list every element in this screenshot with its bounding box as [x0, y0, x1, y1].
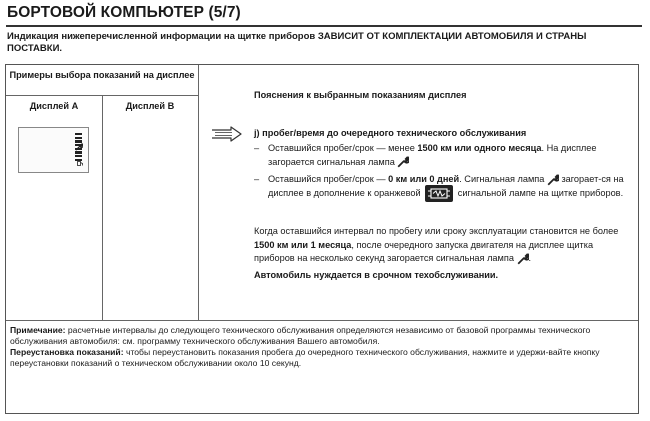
fuel-pump-icon — [77, 161, 83, 166]
wrench-icon — [397, 156, 409, 168]
page-header — [6, 4, 642, 54]
footnote — [10, 325, 630, 369]
title-rule — [6, 25, 642, 27]
display-b-label: Дисплей B — [125, 101, 175, 111]
display-divider — [102, 95, 103, 320]
header-row-rule — [6, 95, 198, 96]
note-row-rule — [6, 320, 638, 321]
left-column-heading: Примеры выбора показаний на дисплее — [9, 70, 195, 80]
urgent-service-note: Автомобиль нуждается в срочном техобслуживании. — [254, 270, 499, 280]
explanation-heading: Пояснения к выбранным показаниям дисплея — [254, 90, 467, 100]
info-table: Примеры выбора показаний на дисплее Дисплей A Дисплей B Пояснения к выбранным показаниям дисплея j) пробег/время до очередного технического обслуживания – Оставшийся пробег/срок — менее 1500 км или одного месяца. На дисплее загорается сигнальная лампа – Оставшийся пробег/срок — 0 км или 0 дней. Сигнальная лампа загорает-ся на дисплее в дополнение к оранжевой сигнальной лампе на щитке приборов. Когда оставшийся интервал по пробегу или сроку эксплуатации становится не более 1500 км или 1 месяца, после очередного запуска двигателя на дисплее щитка приборов на несколько секунд загорается сигнальная лампа . Автомобиль нуждается в срочном техобслуживании. Примечание: расчетные интервалы до следующего технического обслуживания определяются независимо от базовой программы технического обслуживания автомобиля: см. программу технического обслуживания Вашего автомобиля. Переустановка показаний: чтобы переустановить показания пробега до очередного технического обслуживания, нажмите и удержи-вайте кнопку переустановки показаний о техническом обслуживании около 10 секунд. — [5, 64, 639, 414]
page-title: БОРТОВОЙ КОМПЬЮТЕР (5/7) — [7, 4, 241, 21]
right-arrow-icon — [211, 126, 243, 142]
note-reset: Переустановка показаний: чтобы переустановить показания пробега до очередного технического обслуживания, нажмите и удержи-вайте кнопку переустановки показаний о техническом обслуживании около 10 секунд. — [10, 347, 600, 368]
wrench-icon — [517, 253, 529, 265]
wrench-icon — [75, 143, 83, 151]
display-a-label: Дисплей A — [29, 101, 79, 111]
info-paragraph: Когда оставшийся интервал по пробегу или сроку эксплуатации становится не более 1500 км или 1 месяца, после очередного запуска двигателя на дисплее щитка приборов на несколько секунд загорается сигнальная лампа . — [254, 226, 619, 263]
display-a-screen — [18, 127, 89, 173]
column-divider — [198, 65, 199, 320]
note-remark: Примечание: расчетные интервалы до следующего технического обслуживания определяются независимо от базовой программы технического обслуживания автомобиля: см. программу технического обслуживания Вашего автомобиля. — [10, 325, 591, 346]
item-title: j) пробег/время до очередного технического обслуживания — [254, 128, 527, 138]
page-subtitle: Индикация нижеперечисленной информации на щитке приборов ЗАВИСИТ ОТ КОМПЛЕКТАЦИИ АВТОМОБИЛЯ И СТРАНЫ ПОСТАВКИ. — [7, 31, 587, 54]
wrench-icon — [547, 174, 559, 186]
engine-warning-icon — [425, 185, 453, 202]
